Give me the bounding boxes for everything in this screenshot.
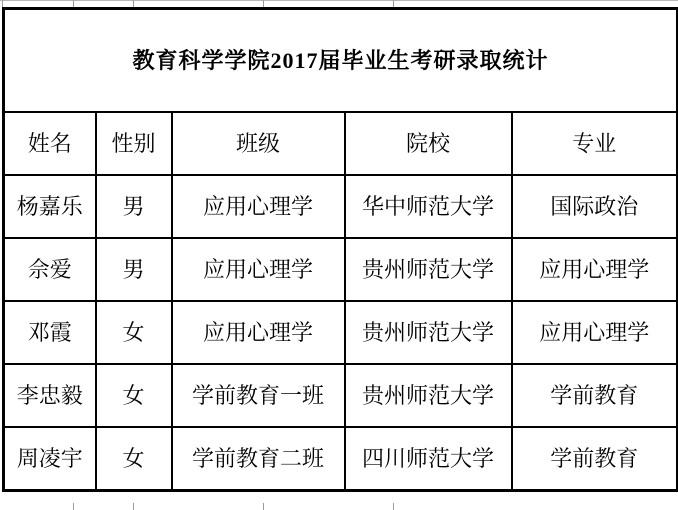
cell-gender: 男	[96, 238, 172, 301]
cell-class: 应用心理学	[172, 238, 345, 301]
table-row	[4, 427, 678, 491]
cell-class: 学前教育二班	[172, 427, 345, 491]
cell-gender: 女	[96, 364, 172, 427]
edge-tick	[393, 503, 394, 510]
cell-name: 杨嘉乐	[4, 175, 96, 238]
cell-name: 周凌宇	[4, 427, 96, 491]
column-header-class: 班级	[172, 112, 345, 175]
edge-tick	[2, 0, 3, 7]
cell-name: 李忠毅	[4, 364, 96, 427]
cell-name: 佘爱	[4, 238, 96, 301]
column-header-name: 姓名	[4, 112, 96, 175]
cell-gender: 女	[96, 301, 172, 364]
edge-tick	[263, 503, 264, 510]
table-header-row	[4, 112, 678, 175]
cell-school: 贵州师范大学	[345, 301, 512, 364]
admission-stats-table	[2, 7, 678, 492]
cell-major: 国际政治	[512, 175, 678, 238]
cell-class: 应用心理学	[172, 175, 345, 238]
cell-name: 邓霞	[4, 301, 96, 364]
cell-gender: 女	[96, 427, 172, 491]
cell-gender: 男	[96, 175, 172, 238]
table-title: 教育科学学院2017届毕业生考研录取统计	[4, 9, 678, 113]
edge-tick	[393, 0, 394, 7]
cell-school: 贵州师范大学	[345, 364, 512, 427]
cell-major: 学前教育	[512, 364, 678, 427]
table-row	[4, 238, 678, 301]
cell-class: 应用心理学	[172, 301, 345, 364]
cell-class: 学前教育一班	[172, 364, 345, 427]
column-header-gender: 性别	[96, 112, 172, 175]
edge-tick	[133, 0, 134, 7]
adjacent-table-edge-top	[0, 0, 678, 1]
table-title-row	[4, 9, 678, 113]
cell-major: 应用心理学	[512, 301, 678, 364]
table-row	[4, 301, 678, 364]
table-row	[4, 364, 678, 427]
edge-tick	[263, 0, 264, 7]
column-header-major: 专业	[512, 112, 678, 175]
cell-school: 四川师范大学	[345, 427, 512, 491]
column-header-school: 院校	[345, 112, 512, 175]
cell-school: 华中师范大学	[345, 175, 512, 238]
cell-major: 应用心理学	[512, 238, 678, 301]
cell-school: 贵州师范大学	[345, 238, 512, 301]
edge-tick	[133, 503, 134, 510]
table-row	[4, 175, 678, 238]
edge-tick	[73, 503, 74, 510]
edge-tick	[73, 0, 74, 7]
cell-major: 学前教育	[512, 427, 678, 491]
